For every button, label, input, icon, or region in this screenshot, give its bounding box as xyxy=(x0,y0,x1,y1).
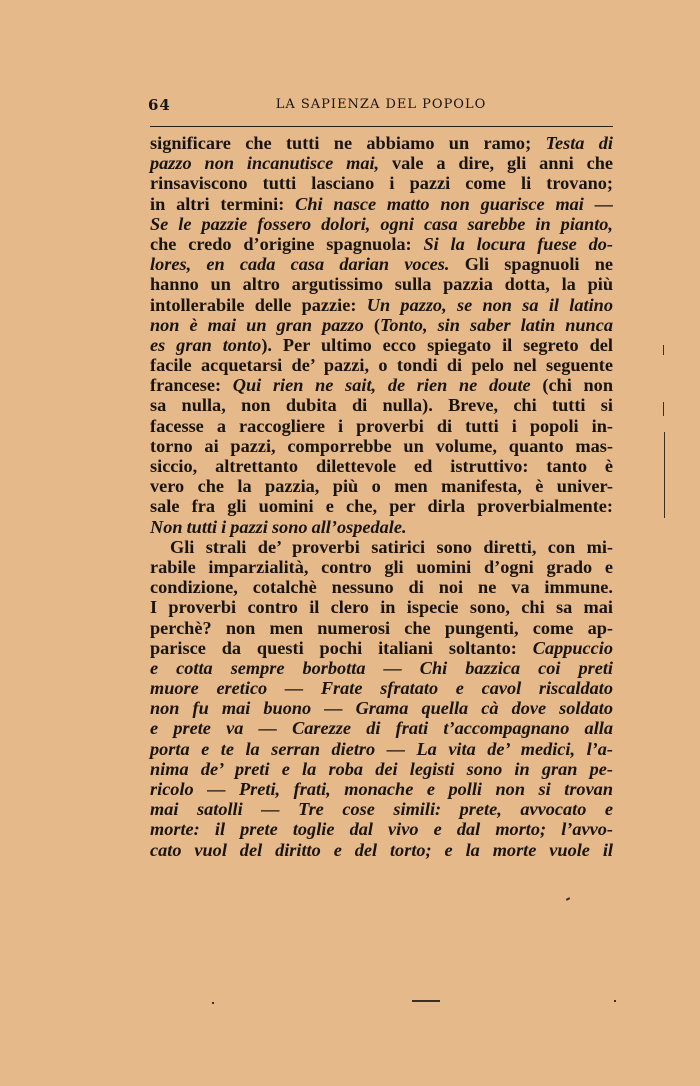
header-rule xyxy=(150,126,613,127)
text-run: ( xyxy=(363,314,380,335)
italic-proverb-text: pazzo non incanutisce mai, xyxy=(150,153,380,174)
italic-proverb-text: Un pazzo, se non sa il latino xyxy=(366,294,613,315)
text-line xyxy=(150,194,613,214)
text-run: rabile imparzialità, contro gli uomini d’ogni grado e xyxy=(150,556,613,577)
text-run: vale a dire, gli anni che xyxy=(379,153,613,174)
text-line xyxy=(150,355,613,375)
text-run: Gli strali de’ proverbi satirici sono diretti, con mi- xyxy=(170,536,613,557)
margin-mark xyxy=(664,432,665,518)
text-line xyxy=(150,274,613,294)
text-line xyxy=(150,718,613,738)
italic-proverb-text: lores, en cada casa darian voces. xyxy=(150,254,450,275)
italic-proverb-text: Qui rien ne sait, de rien ne doute xyxy=(232,375,531,396)
text-line xyxy=(150,133,613,153)
running-header xyxy=(150,96,612,116)
bottom-dash xyxy=(412,1000,440,1002)
body-text xyxy=(150,133,613,860)
italic-proverb-text: ricolo — Preti, frati, monache e polli non si trovan xyxy=(150,779,613,799)
italic-proverb-text: non è mai un gran pazzo xyxy=(150,314,364,335)
text-line xyxy=(150,476,613,496)
text-run: parisce da questi pochi italiani soltanto: xyxy=(150,637,533,658)
text-line xyxy=(150,759,613,779)
italic-proverb-text: mai satolli — Tre cose simili: prete, avvocato e xyxy=(150,799,613,820)
text-run: in altri termini: xyxy=(150,193,296,214)
text-run: che credo d’origine spagnuola: xyxy=(150,233,424,254)
text-line xyxy=(150,739,613,759)
text-run: facesse a raccogliere i proverbi di tutti i popoli in- xyxy=(150,415,613,436)
italic-proverb-text: e prete va — Carezze di frati t’accompagnano alla xyxy=(150,718,613,739)
running-title: LA SAPIENZA DEL POPOLO xyxy=(275,97,487,112)
ink-speck xyxy=(212,1002,214,1004)
text-run: hanno un altro argutissimo sulla pazzia dotta, la più xyxy=(150,274,613,295)
italic-proverb-text: Se le pazzie fossero dolori, ogni casa sarebbe in pianto, xyxy=(150,213,613,234)
text-line xyxy=(150,295,613,315)
text-line xyxy=(150,618,613,638)
page-number: 64 xyxy=(148,96,171,114)
italic-proverb-text: Si la locura fuese do- xyxy=(423,233,613,254)
text-line xyxy=(150,436,613,456)
text-line xyxy=(150,153,613,173)
text-run: sa nulla, non dubita di nulla). Breve, chi tutti si xyxy=(150,395,613,416)
text-run: intollerabile delle pazzie: xyxy=(150,294,367,315)
text-line xyxy=(150,537,613,557)
text-line xyxy=(150,577,613,597)
text-line xyxy=(150,517,613,537)
text-run: siccio, altrettanto dilettevole ed istruttivo: tanto è xyxy=(150,456,613,476)
italic-proverb-text: morte: il prete toglie dal vivo e dal morto; l’avvo- xyxy=(150,819,613,840)
text-run: condizione, cotalchè nessuno di noi ne va immune. xyxy=(150,577,613,598)
text-run: sale fra gli uomini e che, per dirla proverbialmente: xyxy=(150,496,613,517)
text-line xyxy=(150,456,613,476)
italic-proverb-text: cato vuol del diritto e del torto; e la morte vuole il xyxy=(150,839,613,860)
text-line xyxy=(150,496,613,516)
italic-proverb-text: porta e te la serran dietro — La vita de’ medici, l’a- xyxy=(150,738,613,759)
ink-speck xyxy=(614,1000,616,1002)
italic-proverb-text: e cotta sempre borbotta — Chi bazzica coi preti xyxy=(150,657,613,678)
italic-proverb-text: es gran tonto xyxy=(150,334,262,355)
text-line xyxy=(150,819,613,839)
text-run: (chi non xyxy=(530,375,613,396)
text-line xyxy=(150,416,613,436)
text-run: significare che tutti ne abbiamo un ramo; xyxy=(150,133,546,153)
text-run: ). Per ultimo ecco spiegato il segreto del xyxy=(261,334,613,355)
margin-mark xyxy=(663,345,664,355)
italic-proverb-text: nima de’ preti e la roba dei legisti sono in gran pe- xyxy=(150,758,613,779)
text-line xyxy=(150,799,613,819)
text-line xyxy=(150,254,613,274)
text-line xyxy=(150,395,613,415)
text-line xyxy=(150,234,613,254)
text-run: francese: xyxy=(150,375,233,396)
italic-proverb-text: Tonto, sin saber latin nunca xyxy=(379,314,613,335)
text-run: rinsaviscono tutti lasciano i pazzi come li trovano; xyxy=(150,173,613,194)
text-line xyxy=(150,335,613,355)
ink-speck xyxy=(566,897,570,901)
text-line xyxy=(150,375,613,395)
italic-proverb-text: Cappuccio xyxy=(532,637,613,658)
text-run: vero che la pazzia, più o men manifesta, è univer- xyxy=(150,476,613,497)
text-line xyxy=(150,173,613,193)
text-line xyxy=(150,658,613,678)
text-run: torno ai pazzi, comporrebbe un volume, quanto mas- xyxy=(150,435,613,456)
italic-proverb-text: non fu mai buono — Grama quella cà dove soldato xyxy=(150,698,613,719)
italic-proverb-text: muore eretico — Frate sfratato e cavol riscaldato xyxy=(150,678,613,699)
text-line xyxy=(150,557,613,577)
text-run: Gli spagnuoli ne xyxy=(449,254,613,275)
text-line xyxy=(150,638,613,658)
text-line xyxy=(150,214,613,234)
text-line xyxy=(150,779,613,799)
text-line xyxy=(150,698,613,718)
text-run: I proverbi contro il clero in ispecie sono, chi sa mai xyxy=(150,597,613,618)
text-run: facile acquetarsi de’ pazzi, o tondi di pelo nel seguente xyxy=(150,355,613,376)
margin-mark xyxy=(663,402,664,416)
text-line xyxy=(150,840,613,860)
text-run: perchè? non men numerosi che pungenti, come ap- xyxy=(150,617,613,638)
italic-proverb-text: Non tutti i pazzi sono all’ospedale. xyxy=(150,516,407,537)
italic-proverb-text: Chi nasce matto non guarisce mai — xyxy=(295,193,613,214)
text-line xyxy=(150,315,613,335)
italic-proverb-text: Testa di xyxy=(545,133,613,153)
text-line xyxy=(150,597,613,617)
text-line xyxy=(150,678,613,698)
